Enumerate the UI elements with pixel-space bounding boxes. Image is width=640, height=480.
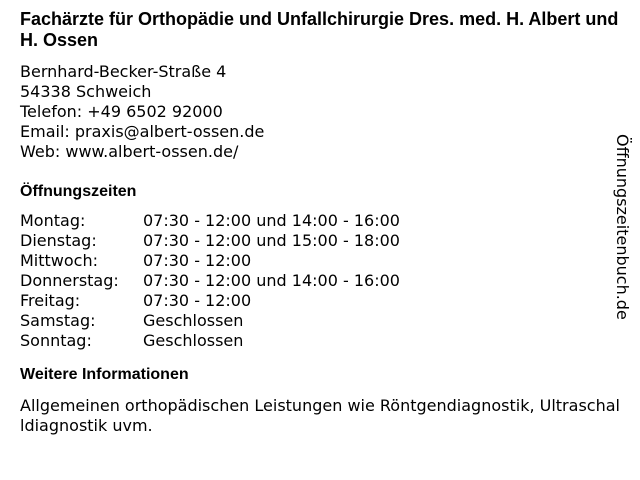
hours-row-tuesday — [20, 231, 620, 251]
opening-hours-table — [20, 211, 620, 351]
time-value: 07:30 - 12:00 und 15:00 - 18:00 — [143, 231, 400, 250]
day-label: Dienstag: — [20, 231, 97, 250]
time-value: 07:30 - 12:00 und 14:00 - 16:00 — [143, 211, 400, 230]
further-info-text: Allgemeinen orthopädischen Leistungen wie Röntgendiagnostik, Ultraschalldiagnostik uvm. — [20, 396, 620, 435]
opening-hours-heading: Öffnungszeiten — [20, 183, 137, 200]
day-label: Mittwoch: — [20, 251, 98, 270]
email-address[interactable]: Email: praxis@albert-ossen.de — [20, 122, 265, 141]
hours-row-thursday — [20, 271, 620, 291]
site-watermark: Öffnungszeitenbuch.de — [613, 134, 632, 320]
day-label: Freitag: — [20, 291, 81, 310]
hours-row-wednesday — [20, 251, 620, 271]
day-label: Samstag: — [20, 311, 96, 330]
hours-row-sunday — [20, 331, 620, 351]
time-value: 07:30 - 12:00 und 14:00 - 16:00 — [143, 271, 400, 290]
time-value: Geschlossen — [143, 331, 244, 350]
time-value: 07:30 - 12:00 — [143, 251, 252, 270]
hours-row-monday — [20, 211, 620, 231]
time-value: Geschlossen — [143, 311, 244, 330]
practice-name: Fachärzte für Orthopädie und Unfallchirurgie Dres. med. H. Albert und H. Ossen — [20, 9, 619, 50]
hours-row-friday — [20, 291, 620, 311]
hours-row-saturday — [20, 311, 620, 331]
postal-city: 54338 Schweich — [20, 82, 152, 101]
further-info-heading: Weitere Informationen — [20, 366, 189, 383]
website-link[interactable]: Web: www.albert-ossen.de/ — [20, 142, 239, 161]
phone-number[interactable]: Telefon: +49 6502 92000 — [20, 102, 223, 121]
practice-card — [20, 9, 620, 436]
day-label: Donnerstag: — [20, 271, 119, 290]
day-label: Sonntag: — [20, 331, 92, 350]
address-block — [20, 62, 620, 162]
time-value: 07:30 - 12:00 — [143, 291, 252, 310]
day-label: Montag: — [20, 211, 86, 230]
street-address: Bernhard-Becker-Straße 4 — [20, 62, 227, 81]
